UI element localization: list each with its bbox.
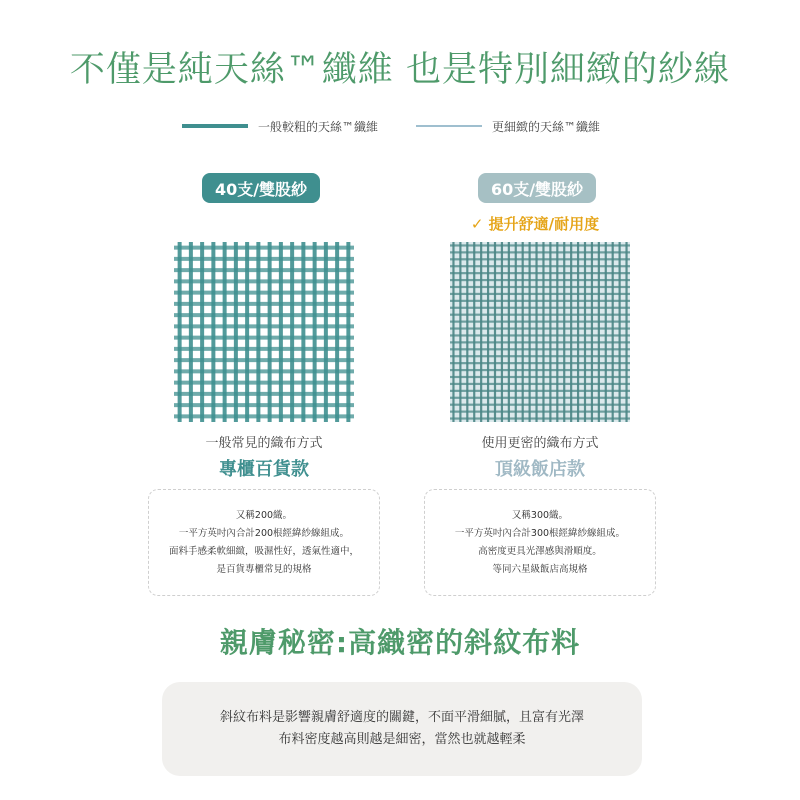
note-line: 布料密度越高則越是細密，當然也就越輕柔 xyxy=(278,732,526,747)
headline: 不僅是純天絲™纖維 也是特別細緻的紗線 xyxy=(69,50,731,90)
left-product-title: 專櫃百貨款 xyxy=(219,459,309,480)
right-detail-line: 等同六星級飯店高規格 xyxy=(492,563,588,575)
left-detail-card xyxy=(148,489,380,596)
left-yarn-badge: 40支/雙股紗 xyxy=(202,173,320,203)
left-detail-line: 是百貨專櫃常見的規格 xyxy=(216,563,312,575)
twill-note-box xyxy=(162,682,642,776)
right-detail-card xyxy=(424,489,656,596)
weave-pattern-fine xyxy=(450,242,630,422)
legend-fine xyxy=(416,116,600,136)
note-line: 斜紋布料是影響親膚舒適度的關鍵，不面平滑細膩，且富有光澤 xyxy=(219,710,584,725)
right-yarn-badge: 60支/雙股紗 xyxy=(478,173,596,203)
section-title: 親膚秘密:高織密的斜紋布料 xyxy=(219,626,581,659)
upgrade-label: ✓ 提升舒適/耐用度 xyxy=(470,215,600,233)
legend-fine-label: 更細緻的天絲™纖維 xyxy=(492,119,601,134)
weave-pattern-coarse xyxy=(174,242,354,422)
fine-line-swatch xyxy=(416,125,482,127)
right-detail-line: 高密度更具光澤感與滑順度。 xyxy=(478,545,602,557)
right-weave-caption: 使用更密的織布方式 xyxy=(481,436,599,451)
right-product-title: 頂級飯店款 xyxy=(495,459,585,480)
legend-coarse-label: 一般較粗的天絲™纖維 xyxy=(258,119,379,134)
left-detail-line: 一平方英吋內合計200根經緯紗線組成。 xyxy=(178,527,350,539)
right-detail-line: 一平方英吋內合計300根經緯紗線組成。 xyxy=(454,527,626,539)
right-detail-line: 又稱300織。 xyxy=(511,509,569,521)
left-weave-caption: 一般常見的織布方式 xyxy=(205,436,323,451)
left-detail-line: 面料手感柔軟細緻，吸濕性好，透氣性適中， xyxy=(168,545,359,557)
coarse-line-swatch xyxy=(182,124,248,128)
legend-coarse xyxy=(182,116,378,136)
left-detail-line: 又稱200織。 xyxy=(235,509,293,521)
